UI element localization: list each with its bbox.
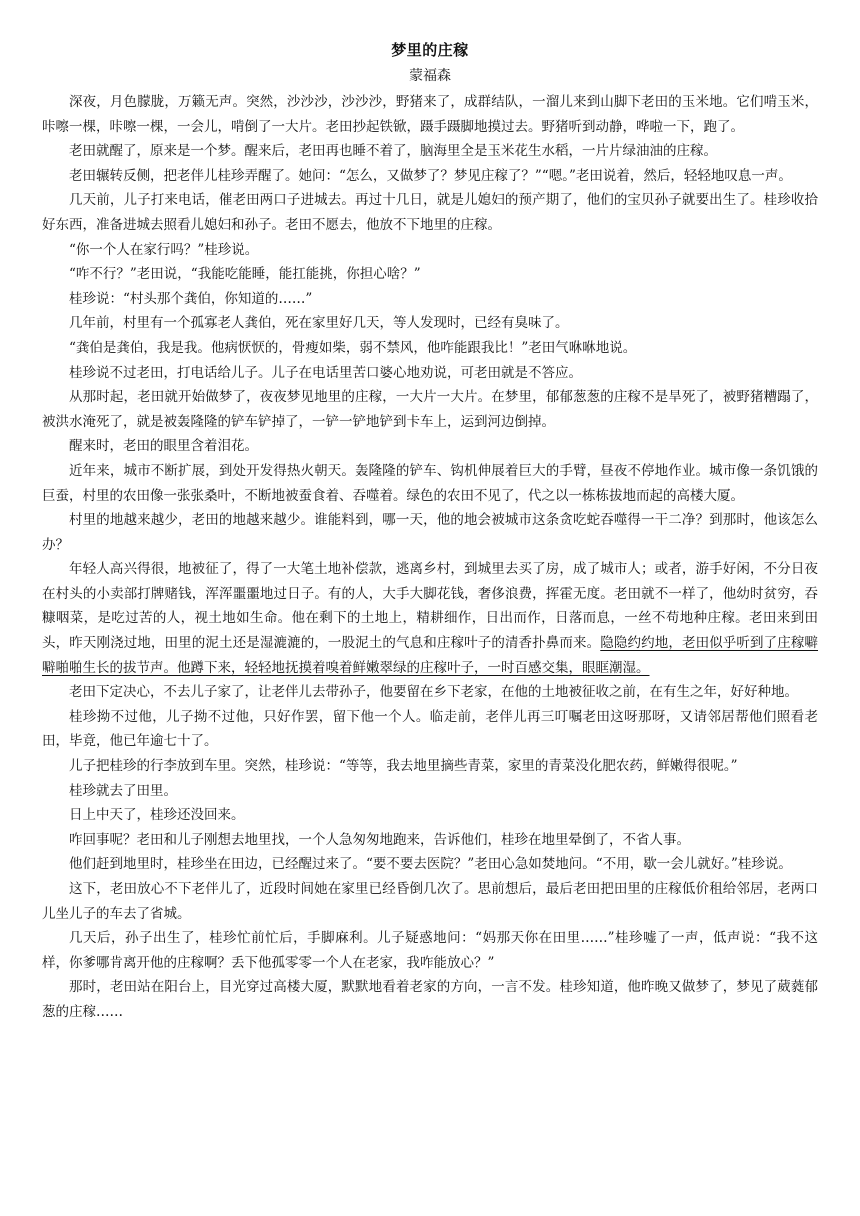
paragraph: 老田就醒了，原来是一个梦。醒来后，老田再也睡不着了，脑海里全是玉米花生水稻，一片片绿油油的庄稼。 bbox=[69, 143, 717, 160]
paragraph: 桂珍说不过老田，打电话给儿子。儿子在电话里苦口婆心地劝说，可老田就是不答应。 bbox=[69, 364, 582, 381]
underlined-passage: 隐隐约约地，老田似乎听到了庄稼噼噼啪啪生长的拔节声。他蹲下来，轻轻地抚摸着嗅着鲜嫩翠绿的庄稼叶子，一时百感交集，眼眶潮湿。 bbox=[42, 635, 819, 676]
paragraph: 醒来时，老田的眼里含着泪花。 bbox=[69, 438, 258, 455]
paragraph: 他们赶到地里时，桂珍坐在田边，已经醒过来了。“要不要去医院？”老田心急如焚地问。“不用，歇一会儿就好。”桂珍说。 bbox=[69, 856, 792, 873]
paragraph: “咋不行？”老田说，“我能吃能睡，能扛能挑，你担心啥？” bbox=[69, 266, 421, 283]
paragraph: 从那时起，老田就开始做梦了，夜夜梦见地里的庄稼，一大片一大片。在梦里，郁郁葱葱的庄稼不是旱死了，被野猪糟蹋了，被洪水淹死了，就是被轰隆隆的铲车铲掉了，一铲一铲地铲到卡车上，运到河边倒掉。 bbox=[42, 389, 818, 430]
paragraph-with-underlined-passage bbox=[42, 557, 818, 680]
paragraph: 村里的地越来越少，老田的地越来越少。谁能料到，哪一天，他的地会被城市这条贪吃蛇吞噬得一干二净？到那时，他该怎么办？ bbox=[42, 512, 818, 553]
paragraph: “龚伯是龚伯，我是我。他病恹恹的，骨瘦如柴，弱不禁风，他咋能跟我比！”老田气咻咻地说。 bbox=[69, 339, 637, 356]
paragraph: 几年前，村里有一个孤寡老人龚伯，死在家里好几天，等人发现时，已经有臭味了。 bbox=[69, 315, 569, 332]
paragraph: “你一个人在家行吗？”桂珍说。 bbox=[69, 241, 259, 258]
document-author: 蒙福森 bbox=[409, 68, 451, 84]
document-title: 梦里的庄稼 bbox=[391, 41, 469, 59]
paragraph: 老田下定决心，不去儿子家了，让老伴儿去带孙子，他要留在乡下老家，在他的土地被征收之前，在有生之年，好好种地。 bbox=[69, 684, 798, 701]
paragraph: 这下，老田放心不下老伴儿了，近段时间她在家里已经昏倒几次了。思前想后，最后老田把田里的庄稼低价租给邻居，老两口儿坐儿子的车去了省城。 bbox=[42, 881, 818, 922]
paragraph: 老田辗转反侧，把老伴儿桂珍弄醒了。她问：“怎么，又做梦了？梦见庄稼了？”“嗯。”老田说着，然后，轻轻地叹息一声。 bbox=[69, 167, 792, 184]
paragraph: 深夜，月色朦胧，万籁无声。突然，沙沙沙，沙沙沙，野猪来了，成群结队，一溜儿来到山脚下老田的玉米地。它们啃玉米，咔嚓一棵，咔嚓一棵，一会儿，啃倒了一大片。老田抄起铁锨，蹑手蹑脚地摸过去。野猪听到动静，哗啦一下，跑了。 bbox=[42, 94, 818, 135]
paragraph: 几天后，孙子出生了，桂珍忙前忙后，手脚麻利。儿子疑惑地问：“妈那天你在田里……”桂珍嘘了一声，低声说：“我不这样，你爹哪肯离开他的庄稼啊？丢下他孤零零一个人在老家，我咋能放心？” bbox=[42, 930, 818, 971]
paragraph: 桂珍就去了田里。 bbox=[69, 782, 177, 799]
paragraph: 桂珍拗不过他，儿子拗不过他，只好作罢，留下他一个人。临走前，老伴儿再三叮嘱老田这呀那呀，又请邻居帮他们照看老田，毕竟，他已年逾七十了。 bbox=[42, 708, 818, 750]
paragraph: 那时，老田站在阳台上，目光穿过高楼大厦，默默地看着老家的方向，一言不发。桂珍知道，他昨晚又做梦了，梦见了葳蕤郁葱的庄稼…… bbox=[42, 979, 818, 1020]
document-body bbox=[42, 90, 818, 1025]
paragraph: 日上中天了，桂珍还没回来。 bbox=[69, 807, 245, 824]
paragraph-text: 年轻人高兴得很，地被征了，得了一大笔土地补偿款，逃离乡村，到城里去买了房，成了城市人；或者，游手好闲，不分日夜在村头的小卖部打牌赌钱，浑浑噩噩地过日子。有的人，大手大脚花钱，奢侈浪费，挥霍无度。老田就不一样了，他幼时贫穷，吞糠咽菜，是吃过苦的人，视土地如生命。他在剩下的土地上，精耕细作，日出而作，日落而息，一丝不苟地种庄稼。老田来到田头，昨天刚浇过地，田里的泥土还是湿漉漉的，一股泥土的气息和庄稼叶子的清香扑鼻而来。 bbox=[42, 561, 818, 652]
paragraph: 咋回事呢？老田和儿子刚想去地里找，一个人急匆匆地跑来，告诉他们，桂珍在地里晕倒了，不省人事。 bbox=[69, 831, 690, 848]
paragraph: 桂珍说：“村头那个龚伯，你知道的……” bbox=[69, 290, 313, 307]
paragraph: 几天前，儿子打来电话，催老田两口子进城去。再过十几日，就是儿媳妇的预产期了，他们的宝贝孙子就要出生了。桂珍收拾好东西，准备进城去照看儿媳妇和孙子。老田不愿去，他放不下地里的庄稼。 bbox=[42, 192, 818, 233]
paragraph: 近年来，城市不断扩展，到处开发得热火朝天。轰隆隆的铲车、钩机伸展着巨大的手臂，昼夜不停地作业。城市像一条饥饿的巨蚕，村里的农田像一张张桑叶，不断地被蚕食着、吞噬着。绿色的农田不见了，代之以一栋栋拔地而起的高楼大厦。 bbox=[42, 462, 818, 504]
paragraph: 儿子把桂珍的行李放到车里。突然，桂珍说：“等等，我去地里摘些青菜，家里的青菜没化肥农药，鲜嫩得很呢。” bbox=[69, 758, 738, 775]
